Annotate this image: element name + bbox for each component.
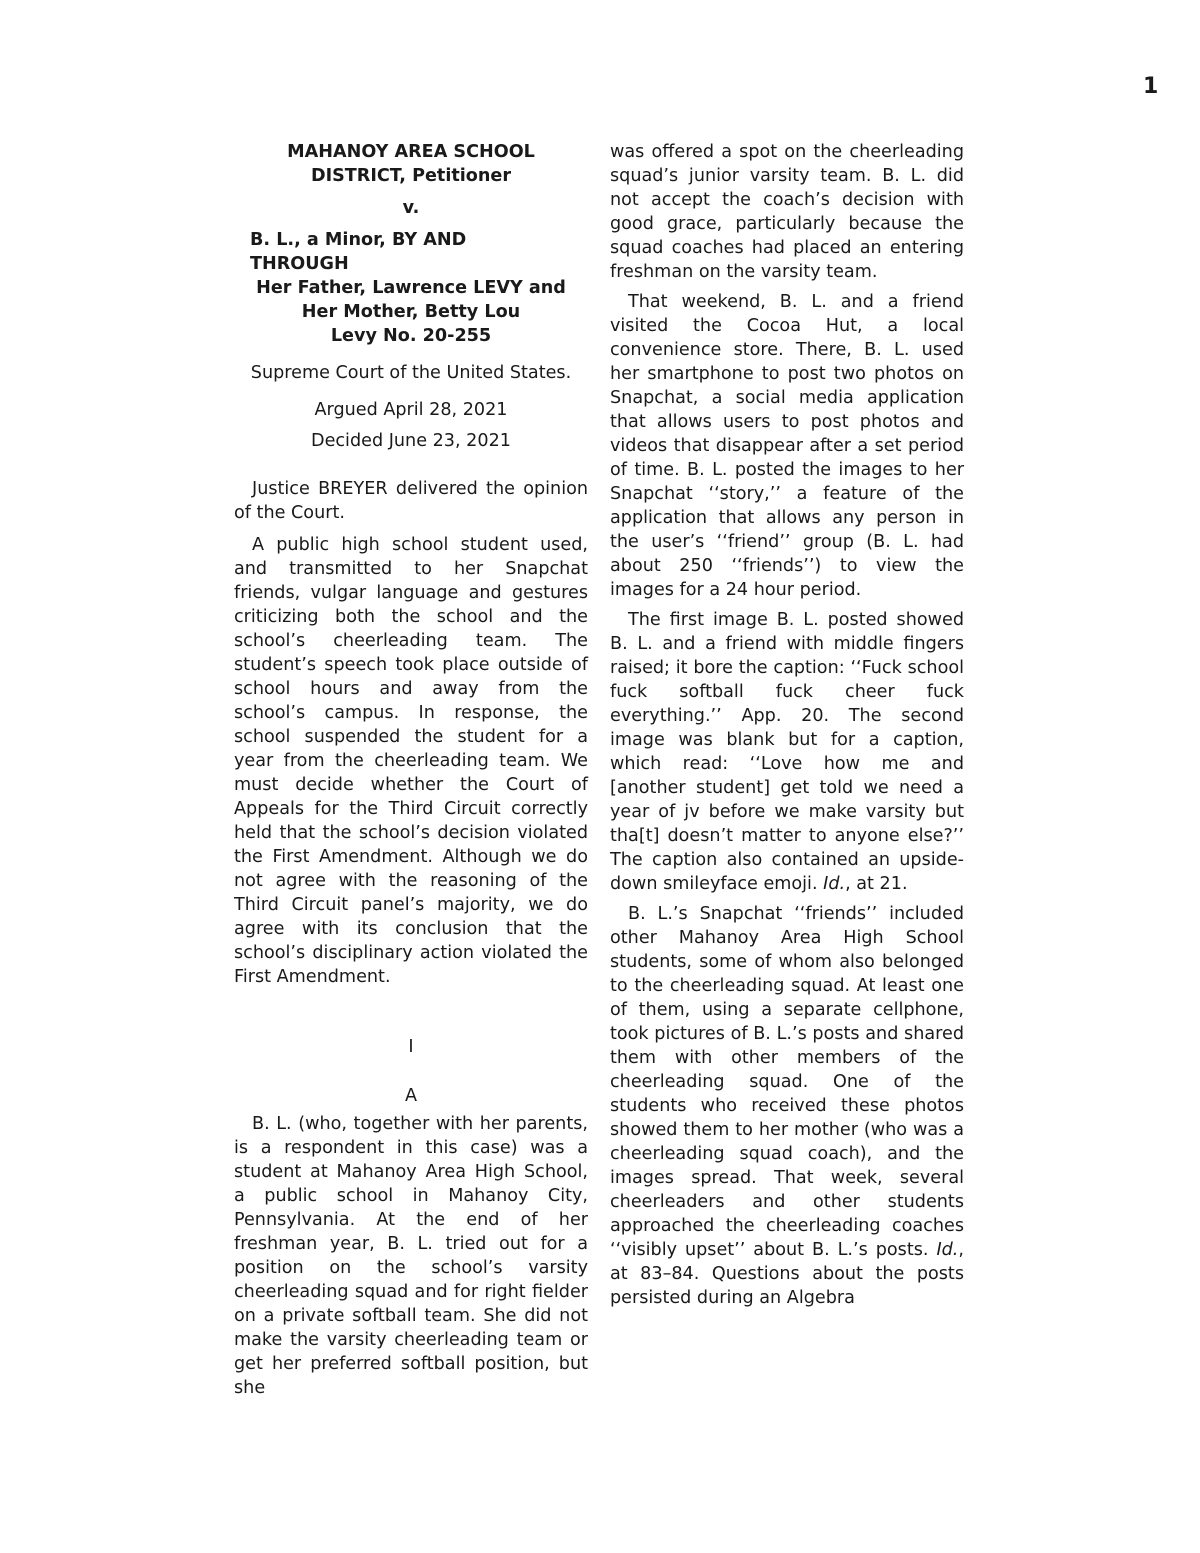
- respondent-line-3: Her Father, Lawrence LEVY and: [256, 278, 566, 298]
- paragraph-1: A public high school student used, and transmitted to her Snapchat friends, vulgar language and gestures criticizing both the school and the school’s cheerleading team. The student’s speech took place outside of school hours and away from the school’s campus. In response, the school suspended the student for a year from the cheerleading team. We must decide whether the Court of Appeals for the Third Circuit correctly held that the school’s decision violated the First Amendment. Although we do not agree with the reasoning of the Third Circuit panel’s majority, we do agree with its conclusion that the school’s disciplinary action violated the First Amendment.: [234, 535, 588, 987]
- paragraph-4-text: The first image B. L. posted showed B. L. and a friend with middle fingers raised; it bore the caption: ‘‘Fuck school fuck softball fuck cheer fuck everything.’’ App. 20. The second image was blank but for a caption, which read: ‘‘Love how me and [another student] get told we need a year of jv before we make varsity but tha[t] doesn’t matter to anyone else?’’ The caption also contained an upside-down smileyface emoji.: [610, 610, 964, 894]
- citation-id: Id.: [823, 874, 846, 894]
- petitioner-heading: [234, 140, 588, 188]
- section-heading-letter: A: [404, 1086, 418, 1106]
- court-name: Supreme Court of the United States.: [250, 363, 572, 383]
- opinion-intro: Justice BREYER delivered the opinion of the Court.: [234, 479, 588, 523]
- paragraph-5-pin: , at 83–84. Questions about the posts persisted during an Algebra: [610, 1240, 964, 1308]
- paragraph-4: [610, 608, 964, 896]
- respondent-line-2: THROUGH: [250, 254, 349, 274]
- left-column: [234, 140, 588, 1400]
- paragraph-2: B. L. (who, together with her parents, is a respondent in this case) was a student at Mahanoy Area High School, a public school in Mahanoy City, Pennsylvania. At the end of her freshman year, B. L. tried out for a position on the school’s varsity cheerleading squad and for right fielder on a private softball team. She did not make the varsity cheerleading team or get her preferred softball position, but she: [234, 1114, 588, 1398]
- respondent-line-4: Her Mother, Betty Lou: [301, 302, 521, 322]
- argued-date: Argued April 28, 2021: [314, 400, 508, 420]
- decided-date: Decided June 23, 2021: [311, 431, 511, 451]
- petitioner-line-2: DISTRICT, Petitioner: [310, 166, 512, 186]
- respondent-heading: [234, 228, 588, 348]
- right-column: [610, 140, 964, 1310]
- page-number: 1: [1143, 74, 1159, 99]
- versus: v.: [402, 198, 420, 218]
- paragraph-5: [610, 902, 964, 1310]
- paragraph-2-continued: was offered a spot on the cheerleading squad’s junior varsity team. B. L. did not accept the coach’s decision with good grace, particularly because the squad coaches had placed an entering freshman on the varsity team.: [610, 142, 964, 282]
- paragraph-5-text: B. L.’s Snapchat ‘‘friends’’ included other Mahanoy Area High School students, some of whom also belonged to the cheerleading squad. At least one of them, using a separate cellphone, took pictures of B. L.’s posts and shared them with other members of the cheerleading squad. One of the students who received these photos showed them to her mother (who was a cheerleading squad coach), and the images spread. That week, several cheerleaders and other students approached the cheerleading coaches ‘‘visibly upset’’ about B. L.’s posts.: [610, 904, 964, 1260]
- docket-number: Levy No. 20-255: [330, 326, 492, 346]
- citation-id: Id.: [936, 1240, 959, 1260]
- paragraph-3: That weekend, B. L. and a friend visited the Cocoa Hut, a local convenience store. There, B. L. used her smartphone to post two photos on Snapchat, a social media application that allows users to post photos and videos that disappear after a set period of time. B. L. posted the images to her Snapchat ‘‘story,’’ a feature of the application that allows any person in the user’s ‘‘friend’’ group (B. L. had about 250 ‘‘friends’’) to view the images for a 24 hour period.: [610, 292, 964, 600]
- petitioner-line-1: MAHANOY AREA SCHOOL: [287, 142, 535, 162]
- respondent-line-1: B. L., a Minor, BY AND: [250, 230, 467, 250]
- section-heading-roman: I: [408, 1037, 414, 1057]
- paragraph-4-pin: , at 21.: [845, 874, 908, 894]
